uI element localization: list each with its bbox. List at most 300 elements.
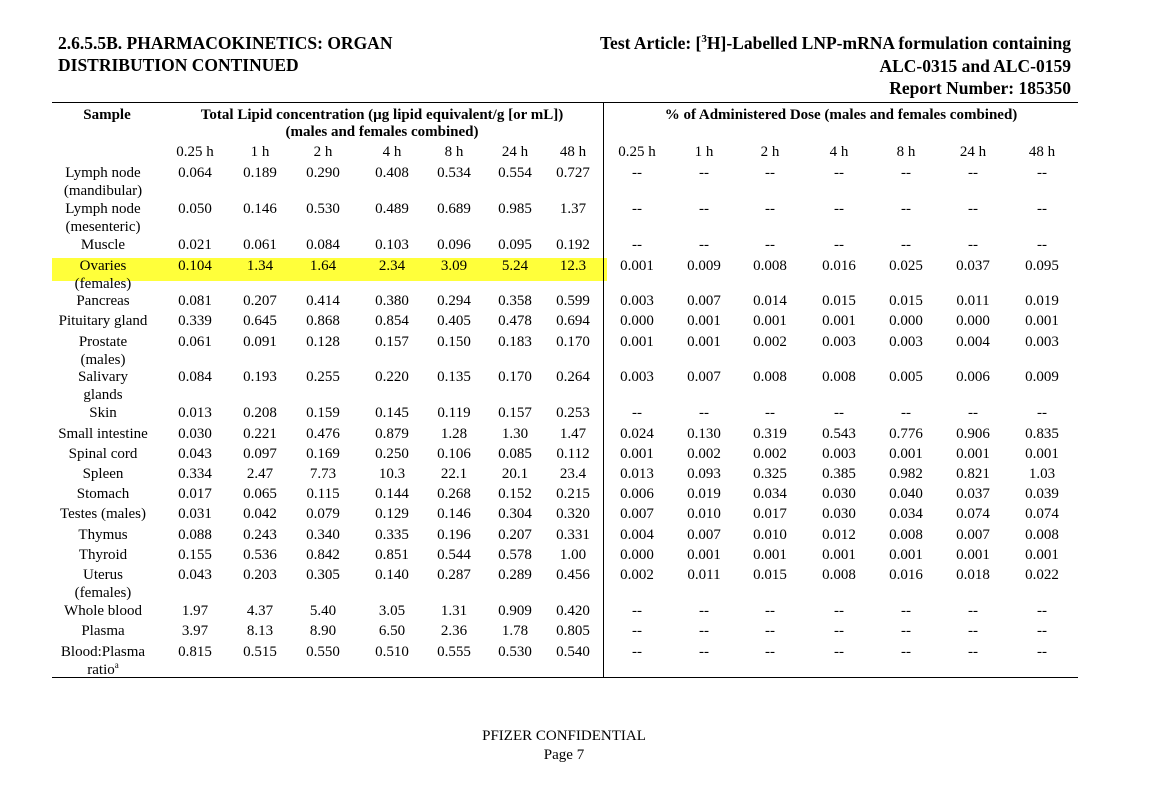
- conc-value: 0.043: [178, 446, 212, 462]
- conc-value: 0.050: [178, 201, 212, 217]
- concentration-header-line2: (males and females combined): [285, 124, 479, 140]
- dose-value: --: [1037, 644, 1047, 660]
- conc-value: 5.40: [309, 603, 337, 619]
- conc-value: 0.405: [437, 313, 471, 329]
- sample-name: [47, 527, 159, 545]
- conc-value: 0.530: [498, 644, 532, 660]
- dose-value: 0.008: [1025, 527, 1059, 543]
- conc-value: 0.106: [437, 446, 471, 462]
- dose-value: 0.007: [956, 527, 990, 543]
- dose-value: --: [834, 237, 844, 253]
- dose-value: --: [699, 644, 709, 660]
- dose-value: 0.003: [889, 334, 923, 350]
- dose-value: --: [968, 603, 978, 619]
- conc-value: 0.043: [178, 567, 212, 583]
- sample-name-line: Lymph node: [65, 201, 141, 217]
- test-article-block: [600, 32, 1071, 100]
- dose-value: 0.012: [822, 527, 856, 543]
- conc-value: 20.1: [501, 466, 529, 482]
- conc-time-header: 4 h: [382, 144, 402, 160]
- dose-value: --: [765, 237, 775, 253]
- conc-value: 0.420: [556, 603, 590, 619]
- conc-value: 0.146: [437, 506, 471, 522]
- table-bottom-rule: [52, 677, 1078, 678]
- dose-value: 0.007: [687, 369, 721, 385]
- conc-value: 0.414: [306, 293, 340, 309]
- dose-value: --: [699, 623, 709, 639]
- conc-value: 0.157: [375, 334, 409, 350]
- dose-value: 0.319: [753, 426, 787, 442]
- dose-value: --: [901, 201, 911, 217]
- sample-name-line: Salivary: [78, 369, 128, 385]
- sample-name-line: Lymph node: [65, 165, 141, 181]
- dose-value: --: [901, 623, 911, 639]
- sample-name-line: Blood:Plasma: [60, 644, 146, 660]
- sample-name-line: ratio$^a$: [87, 659, 119, 678]
- sample-name-line: Pancreas: [76, 293, 130, 309]
- dose-value: 0.016: [889, 567, 923, 583]
- dose-value: 0.002: [753, 334, 787, 350]
- sample-name: [47, 334, 159, 369]
- sample-name: [47, 426, 159, 444]
- dose-value: --: [968, 165, 978, 181]
- dose-value: 0.008: [822, 369, 856, 385]
- dose-value: --: [968, 405, 978, 421]
- dose-value: --: [765, 201, 775, 217]
- test-article-suffix: H]-Labelled LNP-mRNA formulation containing: [706, 33, 1071, 53]
- conc-value: 0.065: [243, 486, 277, 502]
- conc-value: 0.334: [178, 466, 212, 482]
- conc-value: 3.09: [440, 258, 468, 274]
- conc-value: 0.335: [375, 527, 409, 543]
- table-top-rule: [52, 102, 1078, 103]
- dose-value: 0.001: [687, 313, 721, 329]
- conc-time-header: 24 h: [501, 144, 529, 160]
- conc-value: 0.645: [243, 313, 277, 329]
- conc-value: 0.128: [306, 334, 340, 350]
- dose-value: 0.003: [620, 369, 654, 385]
- dose-value: --: [632, 644, 642, 660]
- dose-value: 0.093: [687, 466, 721, 482]
- conc-value: 0.135: [437, 369, 471, 385]
- dose-value: 0.018: [956, 567, 990, 583]
- conc-value: 0.294: [437, 293, 471, 309]
- sample-name-line: Spinal cord: [68, 446, 138, 462]
- report-number: Report Number: 185350: [889, 78, 1071, 98]
- sample-name: [47, 446, 159, 464]
- sample-name: [47, 567, 159, 602]
- sample-name-line: (mandibular): [63, 182, 143, 199]
- sample-name: [47, 258, 159, 293]
- conc-value: 0.042: [243, 506, 277, 522]
- sample-name-line: Plasma: [81, 623, 125, 639]
- conc-value: 0.380: [375, 293, 409, 309]
- conc-value: 0.215: [556, 486, 590, 502]
- conc-value: 0.115: [306, 486, 340, 502]
- dose-value: 0.009: [687, 258, 721, 274]
- dose-value: 0.007: [620, 506, 654, 522]
- dose-value: 0.001: [1025, 547, 1059, 563]
- dose-value: 0.004: [620, 527, 654, 543]
- dose-value: --: [834, 623, 844, 639]
- sample-name-line: glands: [83, 386, 123, 403]
- dose-value: 0.005: [889, 369, 923, 385]
- confidential-label: PFIZER CONFIDENTIAL: [482, 728, 646, 744]
- conc-value: 0.510: [375, 644, 409, 660]
- conc-value: 0.358: [498, 293, 532, 309]
- sample-name-line: (males): [80, 351, 126, 368]
- dose-value: 0.019: [687, 486, 721, 502]
- dose-value: 0.001: [889, 547, 923, 563]
- dose-value: 0.982: [889, 466, 923, 482]
- dose-group-header: % of Administered Dose (males and females combined): [664, 107, 1018, 123]
- dose-value: 0.011: [956, 293, 990, 309]
- dose-value: --: [632, 201, 642, 217]
- dose-value: --: [968, 623, 978, 639]
- dose-value: 0.001: [620, 258, 654, 274]
- dose-value: 0.543: [822, 426, 856, 442]
- dose-value: 0.006: [620, 486, 654, 502]
- conc-value: 0.030: [178, 426, 212, 442]
- conc-value: 8.90: [309, 623, 337, 639]
- conc-value: 0.290: [306, 165, 340, 181]
- test-article-line2: ALC-0315 and ALC-0159: [879, 55, 1071, 76]
- conc-value: 0.287: [437, 567, 471, 583]
- dose-value: 0.001: [687, 334, 721, 350]
- conc-value: 0.985: [498, 201, 532, 217]
- conc-time-header: 1 h: [250, 144, 270, 160]
- dose-value: 0.019: [1025, 293, 1059, 309]
- dose-value: 0.015: [753, 567, 787, 583]
- conc-value: 1.34: [246, 258, 274, 274]
- dose-value: --: [699, 165, 709, 181]
- dose-value: --: [901, 165, 911, 181]
- conc-value: 0.013: [178, 405, 212, 421]
- conc-value: 0.879: [375, 426, 409, 442]
- conc-value: 0.104: [178, 258, 212, 274]
- sample-name: [47, 644, 159, 679]
- conc-value: 4.37: [246, 603, 274, 619]
- conc-value: 0.061: [243, 237, 277, 253]
- dose-value: 0.006: [956, 369, 990, 385]
- conc-value: 0.854: [375, 313, 409, 329]
- dose-value: 0.010: [687, 506, 721, 522]
- conc-value: 5.24: [501, 258, 529, 274]
- dose-value: --: [1037, 237, 1047, 253]
- page-number: Page 7: [543, 747, 585, 763]
- dose-time-header: 1 h: [694, 144, 714, 160]
- conc-value: 0.146: [243, 201, 277, 217]
- sample-name-line: Uterus: [83, 567, 123, 583]
- conc-value: 0.534: [437, 165, 471, 181]
- dose-value: 0.000: [620, 547, 654, 563]
- dose-value: 0.325: [753, 466, 787, 482]
- sample-name-line: Ovaries: [79, 258, 127, 274]
- conc-time-header: 8 h: [444, 144, 464, 160]
- conc-value: 0.192: [556, 237, 590, 253]
- conc-value: 0.129: [375, 506, 409, 522]
- dose-value: 0.001: [687, 547, 721, 563]
- conc-value: 0.842: [306, 547, 340, 563]
- section-title-line1: 2.6.5.5B. PHARMACOKINETICS: ORGAN: [58, 33, 393, 53]
- sample-name-line: Skin: [89, 405, 117, 421]
- dose-time-header: 8 h: [896, 144, 916, 160]
- dose-value: 0.015: [889, 293, 923, 309]
- conc-value: 1.31: [440, 603, 468, 619]
- conc-value: 0.193: [243, 369, 277, 385]
- sample-name: [47, 547, 159, 565]
- dose-value: 0.001: [753, 313, 787, 329]
- conc-value: 0.515: [243, 644, 277, 660]
- dose-value: --: [699, 237, 709, 253]
- conc-value: 0.031: [178, 506, 212, 522]
- conc-value: 0.489: [375, 201, 409, 217]
- conc-value: 1.47: [559, 426, 587, 442]
- section-title-line2: DISTRIBUTION CONTINUED: [58, 55, 299, 75]
- conc-value: 0.536: [243, 547, 277, 563]
- dose-value: 0.007: [687, 293, 721, 309]
- dose-value: --: [1037, 603, 1047, 619]
- dose-value: 1.03: [1028, 466, 1056, 482]
- dose-value: --: [765, 644, 775, 660]
- conc-value: 0.155: [178, 547, 212, 563]
- dose-value: 0.385: [822, 466, 856, 482]
- dose-value: 0.007: [687, 527, 721, 543]
- conc-value: 0.250: [375, 446, 409, 462]
- conc-value: 0.119: [437, 405, 471, 421]
- conc-value: 0.331: [556, 527, 590, 543]
- dose-value: 0.003: [620, 293, 654, 309]
- dose-value: --: [765, 165, 775, 181]
- dose-value: --: [834, 201, 844, 217]
- dose-value: 0.034: [753, 486, 787, 502]
- conc-value: 23.4: [559, 466, 587, 482]
- conc-value: 0.088: [178, 527, 212, 543]
- conc-value: 0.456: [556, 567, 590, 583]
- dose-value: 0.001: [1025, 313, 1059, 329]
- dose-value: --: [632, 405, 642, 421]
- dose-value: 0.001: [889, 446, 923, 462]
- sample-name: [47, 201, 159, 236]
- dose-value: 0.001: [956, 547, 990, 563]
- dose-value: --: [834, 603, 844, 619]
- dose-value: 0.001: [753, 547, 787, 563]
- dose-value: 0.074: [956, 506, 990, 522]
- conc-value: 3.05: [378, 603, 406, 619]
- conc-value: 0.159: [306, 405, 340, 421]
- conc-value: 1.64: [309, 258, 337, 274]
- conc-value: 0.851: [375, 547, 409, 563]
- dose-value: 0.000: [620, 313, 654, 329]
- dose-value: --: [901, 603, 911, 619]
- conc-value: 0.305: [306, 567, 340, 583]
- dose-value: --: [834, 165, 844, 181]
- conc-value: 0.017: [178, 486, 212, 502]
- dose-value: 0.002: [620, 567, 654, 583]
- dose-value: 0.022: [1025, 567, 1059, 583]
- dose-value: 0.008: [822, 567, 856, 583]
- dose-value: 0.776: [889, 426, 923, 442]
- dose-value: 0.906: [956, 426, 990, 442]
- dose-value: 0.025: [889, 258, 923, 274]
- conc-value: 0.207: [498, 527, 532, 543]
- conc-value: 0.689: [437, 201, 471, 217]
- conc-value: 0.140: [375, 567, 409, 583]
- sample-name: [47, 293, 159, 311]
- concentration-group-header: [162, 107, 602, 141]
- dose-time-header: 4 h: [829, 144, 849, 160]
- conc-value: 0.152: [498, 486, 532, 502]
- dose-time-header: 0.25 h: [618, 144, 656, 160]
- test-article-superscript: 3: [701, 33, 707, 46]
- conc-value: 2.47: [246, 466, 274, 482]
- dose-value: --: [699, 405, 709, 421]
- dose-value: 0.011: [687, 567, 721, 583]
- dose-value: --: [632, 237, 642, 253]
- dose-value: --: [632, 165, 642, 181]
- dose-value: --: [765, 405, 775, 421]
- conc-value: 0.476: [306, 426, 340, 442]
- conc-value: 1.37: [559, 201, 587, 217]
- conc-value: 0.112: [556, 446, 590, 462]
- conc-value: 0.264: [556, 369, 590, 385]
- conc-value: 0.097: [243, 446, 277, 462]
- conc-value: 0.103: [375, 237, 409, 253]
- conc-value: 0.061: [178, 334, 212, 350]
- dose-value: 0.013: [620, 466, 654, 482]
- conc-value: 0.268: [437, 486, 471, 502]
- conc-value: 0.550: [306, 644, 340, 660]
- dose-value: 0.003: [822, 334, 856, 350]
- dose-value: 0.130: [687, 426, 721, 442]
- sample-name-line: Small intestine: [58, 426, 148, 442]
- section-title: [58, 32, 392, 76]
- dose-value: 0.095: [1025, 258, 1059, 274]
- dose-value: --: [632, 623, 642, 639]
- conc-value: 0.255: [306, 369, 340, 385]
- dose-value: 0.001: [956, 446, 990, 462]
- conc-value: 0.530: [306, 201, 340, 217]
- dose-value: 0.002: [753, 446, 787, 462]
- conc-value: 0.320: [556, 506, 590, 522]
- sample-name-line: Muscle: [80, 237, 126, 253]
- conc-value: 0.189: [243, 165, 277, 181]
- dose-value: 0.010: [753, 527, 787, 543]
- conc-value: 0.408: [375, 165, 409, 181]
- dose-value: 0.003: [822, 446, 856, 462]
- conc-value: 0.554: [498, 165, 532, 181]
- sample-name: [47, 405, 159, 423]
- conc-value: 0.084: [306, 237, 340, 253]
- dose-value: 0.039: [1025, 486, 1059, 502]
- conc-value: 0.064: [178, 165, 212, 181]
- conc-value: 0.169: [306, 446, 340, 462]
- sample-name-line: (females): [74, 584, 132, 601]
- conc-value: 0.144: [375, 486, 409, 502]
- conc-value: 0.203: [243, 567, 277, 583]
- conc-value: 0.196: [437, 527, 471, 543]
- conc-value: 8.13: [246, 623, 274, 639]
- dose-value: --: [699, 201, 709, 217]
- dose-value: 0.030: [822, 506, 856, 522]
- dose-time-header: 24 h: [959, 144, 987, 160]
- dose-time-header: 2 h: [760, 144, 780, 160]
- conc-value: 22.1: [440, 466, 468, 482]
- conc-value: 2.34: [378, 258, 406, 274]
- conc-value: 0.084: [178, 369, 212, 385]
- dose-value: --: [968, 644, 978, 660]
- sample-name: [47, 466, 159, 484]
- dose-value: 0.015: [822, 293, 856, 309]
- conc-value: 0.340: [306, 527, 340, 543]
- dose-value: 0.017: [753, 506, 787, 522]
- dose-value: --: [765, 623, 775, 639]
- conc-value: 0.021: [178, 237, 212, 253]
- conc-value: 0.478: [498, 313, 532, 329]
- sample-column-header: Sample: [83, 107, 131, 123]
- dose-value: 0.003: [1025, 334, 1059, 350]
- conc-value: 0.081: [178, 293, 212, 309]
- conc-value: 0.727: [556, 165, 590, 181]
- sample-name: [47, 486, 159, 504]
- dose-value: 0.001: [620, 446, 654, 462]
- dose-value: 0.001: [822, 547, 856, 563]
- conc-value: 0.544: [437, 547, 471, 563]
- sample-name-line: Prostate: [78, 334, 128, 350]
- conc-value: 0.909: [498, 603, 532, 619]
- conc-value: 0.079: [306, 506, 340, 522]
- conc-value: 0.253: [556, 405, 590, 421]
- dose-value: 0.000: [889, 313, 923, 329]
- test-article-prefix: Test Article: [: [599, 33, 702, 53]
- conc-value: 0.157: [498, 405, 532, 421]
- conc-value: 0.220: [375, 369, 409, 385]
- table-column-divider: [603, 102, 604, 678]
- sample-name: [47, 165, 159, 200]
- conc-value: 2.36: [440, 623, 468, 639]
- sample-name: [47, 237, 159, 255]
- dose-value: --: [834, 644, 844, 660]
- conc-time-header: 0.25 h: [176, 144, 214, 160]
- conc-value: 0.183: [498, 334, 532, 350]
- conc-value: 0.096: [437, 237, 471, 253]
- conc-value: 0.694: [556, 313, 590, 329]
- dose-value: 0.074: [1025, 506, 1059, 522]
- sample-name-line: Spleen: [82, 466, 124, 482]
- conc-value: 0.170: [498, 369, 532, 385]
- conc-value: 0.221: [243, 426, 277, 442]
- dose-value: --: [1037, 623, 1047, 639]
- dose-value: 0.008: [753, 369, 787, 385]
- sample-name-line: (mesenteric): [65, 218, 141, 235]
- conc-value: 0.868: [306, 313, 340, 329]
- conc-value: 0.207: [243, 293, 277, 309]
- concentration-header-line1: Total Lipid concentration (µg lipid equivalent/g [or mL]): [200, 107, 564, 123]
- conc-value: 0.815: [178, 644, 212, 660]
- conc-value: 0.555: [437, 644, 471, 660]
- dose-value: 0.002: [687, 446, 721, 462]
- dose-value: 0.835: [1025, 426, 1059, 442]
- dose-value: 0.009: [1025, 369, 1059, 385]
- conc-value: 7.73: [309, 466, 337, 482]
- dose-value: --: [901, 644, 911, 660]
- conc-value: 0.289: [498, 567, 532, 583]
- test-article-line1: [600, 32, 1071, 55]
- conc-time-header: 48 h: [559, 144, 587, 160]
- dose-value: --: [968, 237, 978, 253]
- dose-value: --: [901, 237, 911, 253]
- sample-name: [47, 603, 159, 621]
